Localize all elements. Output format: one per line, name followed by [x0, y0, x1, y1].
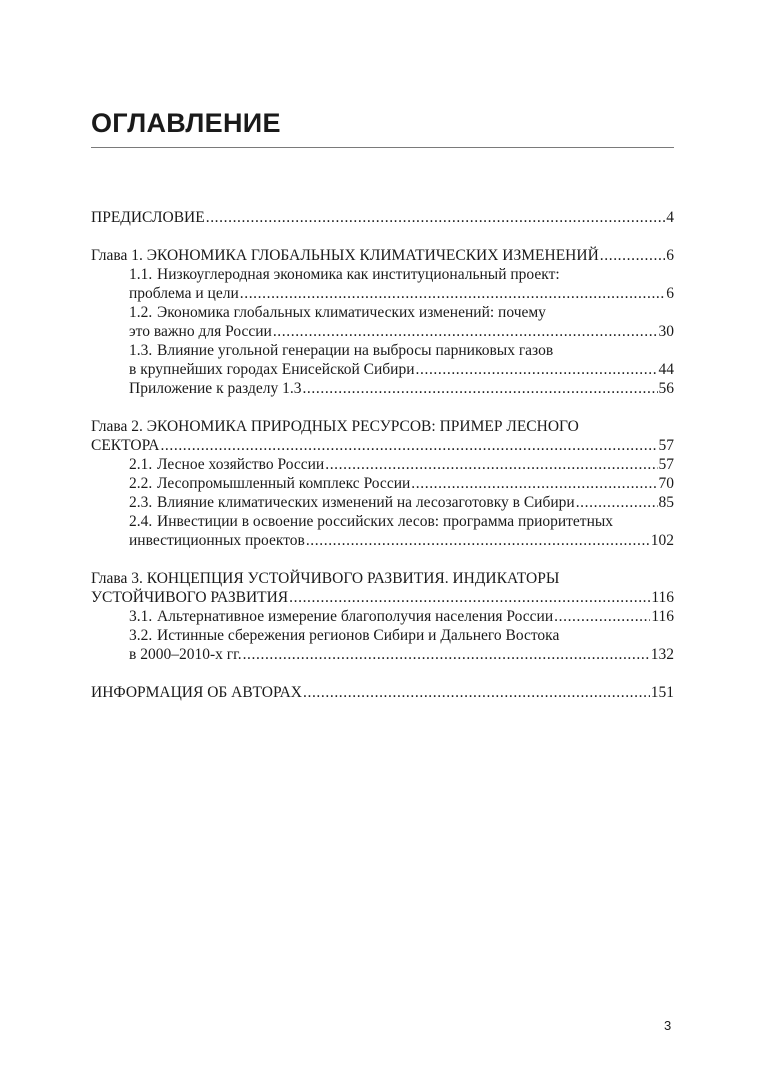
toc-entry-appendix-1-3[interactable]	[91, 379, 674, 398]
toc-leader-dots	[243, 645, 650, 664]
toc-leader-dots	[160, 436, 657, 455]
toc-leader-dots	[416, 360, 658, 379]
toc-entry-authors[interactable]	[91, 683, 674, 702]
toc-page-number: 44	[658, 361, 674, 378]
toc-entry-section-2-2[interactable]	[91, 474, 674, 493]
toc-group-chapter-2	[91, 417, 674, 550]
toc-page-number: 116	[651, 608, 674, 625]
toc-entry-title: ИНФОРМАЦИЯ ОБ АВТОРАХ	[91, 684, 302, 701]
toc-group-preface	[91, 208, 674, 227]
toc-entry-section-1-3[interactable]	[91, 341, 674, 379]
toc-page-number: 6	[666, 285, 674, 302]
toc-leader-dots	[303, 683, 650, 702]
toc-entry-chapter-2[interactable]	[91, 417, 674, 455]
toc-section-number: 2.2.	[129, 475, 153, 492]
toc-entry-title: Влияние климатических изменений на лесозаготовку в Сибири	[157, 494, 575, 511]
toc-page-number: 70	[658, 475, 674, 492]
toc-group-chapter-1	[91, 246, 674, 398]
toc-entry-section-1-1[interactable]	[91, 265, 674, 303]
toc-entry-title: Лесопромышленный комплекс России	[157, 475, 411, 492]
toc-entry-title: Лесное хозяйство России	[157, 456, 325, 473]
toc-entry-title: Глава 3. КОНЦЕПЦИЯ УСТОЙЧИВОГО РАЗВИТИЯ. ИНДИКАТОРЫ	[91, 570, 560, 587]
toc-leader-dots	[273, 322, 658, 341]
toc-page-number: 56	[658, 380, 674, 397]
toc-entry-title: Глава 1. ЭКОНОМИКА ГЛОБАЛЬНЫХ КЛИМАТИЧЕСКИХ ИЗМЕНЕНИЙ	[91, 247, 599, 264]
toc-leader-dots	[240, 284, 666, 303]
toc-entry-section-2-1[interactable]	[91, 455, 674, 474]
toc-entry-title-cont: проблема и цели	[129, 285, 239, 302]
toc-page-number: 132	[650, 646, 674, 663]
toc-entry-title: Приложение к разделу 1.3	[129, 380, 302, 397]
toc-group-authors	[91, 683, 674, 702]
toc-page-number: 57	[658, 437, 674, 454]
toc-section-number: 1.3.	[129, 342, 153, 359]
toc-entry-title: Истинные сбережения регионов Сибири и Дальнего Востока	[157, 627, 560, 644]
toc-entry-preface[interactable]	[91, 208, 674, 227]
toc-leader-dots	[576, 493, 658, 512]
toc-page-number: 30	[658, 323, 674, 340]
toc-leader-dots	[302, 379, 657, 398]
toc-entry-title-cont: СЕКТОРА	[91, 437, 160, 454]
toc-page-number: 102	[650, 532, 674, 549]
toc-page-number: 4	[666, 209, 674, 226]
toc-entry-chapter-3[interactable]	[91, 569, 674, 607]
toc-entry-title-cont: это важно для России	[129, 323, 272, 340]
toc-leader-dots	[289, 588, 650, 607]
toc-entry-title: ПРЕДИСЛОВИЕ	[91, 209, 205, 226]
toc-section-number: 3.1.	[129, 608, 153, 625]
toc-page-number: 6	[666, 247, 674, 264]
toc-entry-title-cont: инвестиционных проектов	[129, 532, 305, 549]
table-of-contents	[91, 208, 674, 721]
toc-entry-title: Экономика глобальных климатических изменений: почему	[157, 304, 546, 321]
toc-entry-section-3-2[interactable]	[91, 626, 674, 664]
toc-entry-title: Инвестиции в освоение российских лесов: программа приоритетных	[157, 513, 614, 530]
toc-leader-dots	[600, 246, 665, 265]
toc-section-number: 2.4.	[129, 513, 153, 530]
toc-entry-title: Низкоуглеродная экономика как институциональный проект:	[157, 266, 560, 283]
toc-entry-title: Влияние угольной генерации на выбросы парниковых газов	[157, 342, 554, 359]
page-number: 3	[664, 1018, 672, 1033]
toc-entry-title-cont: в 2000–2010-х гг.	[129, 646, 242, 663]
toc-group-chapter-3	[91, 569, 674, 664]
toc-entry-title-cont: в крупнейших городах Енисейской Сибири	[129, 361, 415, 378]
toc-leader-dots	[554, 607, 650, 626]
title-divider	[91, 147, 674, 148]
toc-leader-dots	[206, 208, 666, 227]
toc-leader-dots	[306, 531, 650, 550]
toc-page-number: 151	[650, 684, 674, 701]
toc-section-number: 2.3.	[129, 494, 153, 511]
toc-entry-section-3-1[interactable]	[91, 607, 674, 626]
toc-entry-section-2-3[interactable]	[91, 493, 674, 512]
toc-leader-dots	[411, 474, 657, 493]
toc-page-number: 85	[658, 494, 674, 511]
toc-section-number: 1.1.	[129, 266, 153, 283]
toc-section-number: 1.2.	[129, 304, 153, 321]
toc-entry-title-cont: УСТОЙЧИВОГО РАЗВИТИЯ	[91, 589, 289, 606]
toc-entry-chapter-1[interactable]	[91, 246, 674, 265]
toc-entry-section-2-4[interactable]	[91, 512, 674, 550]
toc-leader-dots	[325, 455, 657, 474]
toc-entry-title: Глава 2. ЭКОНОМИКА ПРИРОДНЫХ РЕСУРСОВ: ПРИМЕР ЛЕСНОГО	[91, 418, 579, 435]
toc-entry-title: Альтернативное измерение благополучия населения России	[157, 608, 554, 625]
toc-section-number: 2.1.	[129, 456, 153, 473]
toc-section-number: 3.2.	[129, 627, 153, 644]
toc-entry-section-1-2[interactable]	[91, 303, 674, 341]
page-title: ОГЛАВЛЕНИЕ	[91, 108, 281, 138]
toc-page-number: 57	[658, 456, 674, 473]
toc-page-number: 116	[651, 589, 674, 606]
